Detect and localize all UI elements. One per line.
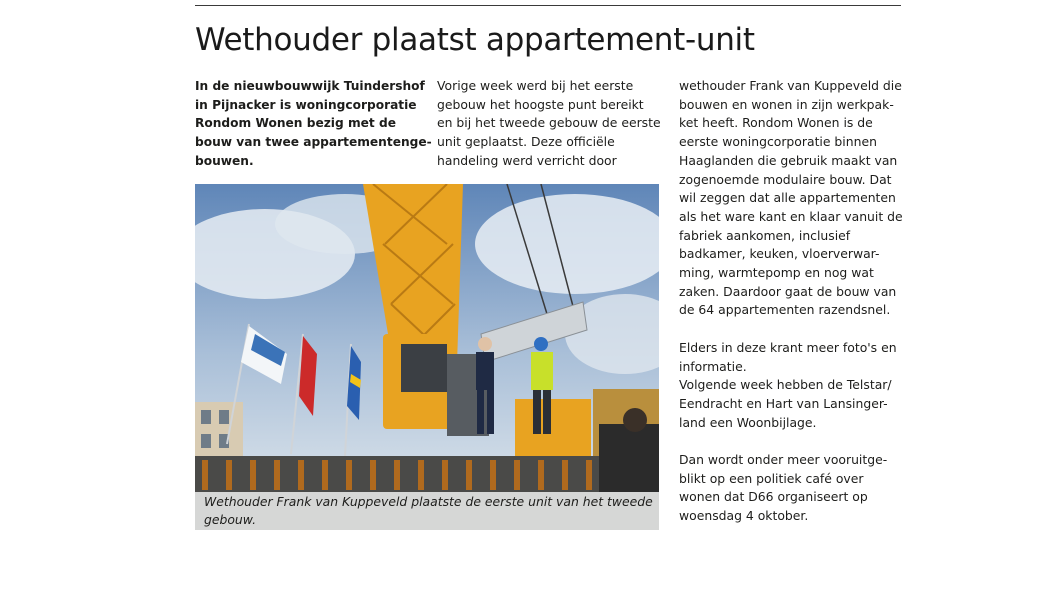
- body-line: Haaglanden die gebruik maakt van: [679, 152, 898, 168]
- body-line: badkamer, keuken, vloerverwar-: [679, 246, 880, 262]
- caption-line: Wethouder Frank van Kuppeveld plaatste de eerste unit van het tweede: [204, 494, 653, 509]
- body-line: woensdag 4 oktober.: [679, 508, 809, 524]
- body-line: informatie.: [679, 358, 747, 374]
- lead-line: bouw van twee appartementenge-: [195, 135, 432, 150]
- body-line: wethouder Frank van Kuppeveld die: [679, 78, 902, 93]
- body-line: Dan wordt onder meer vooruitge-: [679, 452, 888, 468]
- body-line: unit geplaatst. Deze officiële: [437, 134, 615, 150]
- body-line: Vorige week werd bij het eerste: [437, 78, 634, 93]
- body-line: wonen dat D66 organiseert op: [679, 489, 868, 505]
- body-line: ming, warmtepomp en nog wat: [679, 265, 874, 281]
- right-column: [679, 77, 903, 526]
- body-line: zogenoemde modulaire bouw. Dat: [679, 171, 892, 187]
- body-line: fabriek aankomen, inclusief: [679, 227, 851, 243]
- body-line: als het ware kant en klaar vanuit de: [679, 208, 903, 224]
- article-photo: [195, 184, 659, 492]
- body-line: Eendracht en Hart van Lansinger-: [679, 395, 888, 411]
- top-rule: [195, 5, 901, 6]
- body-line: wil zeggen dat alle appartementen: [679, 190, 896, 206]
- caption-line: gebouw.: [204, 512, 257, 527]
- photo-caption: [195, 492, 659, 530]
- body-line: Elders in deze krant meer foto's en: [679, 339, 897, 355]
- body-line: en bij het tweede gebouw de eerste: [437, 115, 661, 131]
- body-line: handeling werd verricht door: [437, 152, 617, 168]
- middle-column: [437, 77, 661, 171]
- body-line: eerste woningcorporatie binnen: [679, 134, 877, 150]
- lead-line: Rondom Wonen bezig met de: [195, 116, 396, 131]
- body-line: de 64 appartementen razendsnel.: [679, 302, 891, 318]
- lead-paragraph: [195, 77, 432, 171]
- article-headline: Wethouder plaatst appartement-unit: [195, 22, 755, 58]
- body-line: land een Woonbijlage.: [679, 414, 817, 430]
- body-line: zaken. Daardoor gaat de bouw van: [679, 283, 897, 299]
- lead-line: in Pijnacker is woningcorporatie: [195, 97, 417, 112]
- paragraph-gap: [679, 432, 903, 451]
- crane-photo-illustration: [195, 184, 659, 492]
- body-line: ket heeft. Rondom Wonen is de: [679, 115, 873, 131]
- lead-line: In de nieuwbouwwijk Tuindershof: [195, 79, 425, 93]
- body-line: gebouw het hoogste punt bereikt: [437, 96, 644, 112]
- lead-line: bouwen.: [195, 153, 254, 168]
- paragraph-gap: [679, 320, 903, 339]
- body-line: Volgende week hebben de Telstar/: [679, 377, 892, 393]
- body-line: blikt op een politiek café over: [679, 470, 864, 486]
- body-line: bouwen en wonen in zijn werkpak-: [679, 96, 894, 112]
